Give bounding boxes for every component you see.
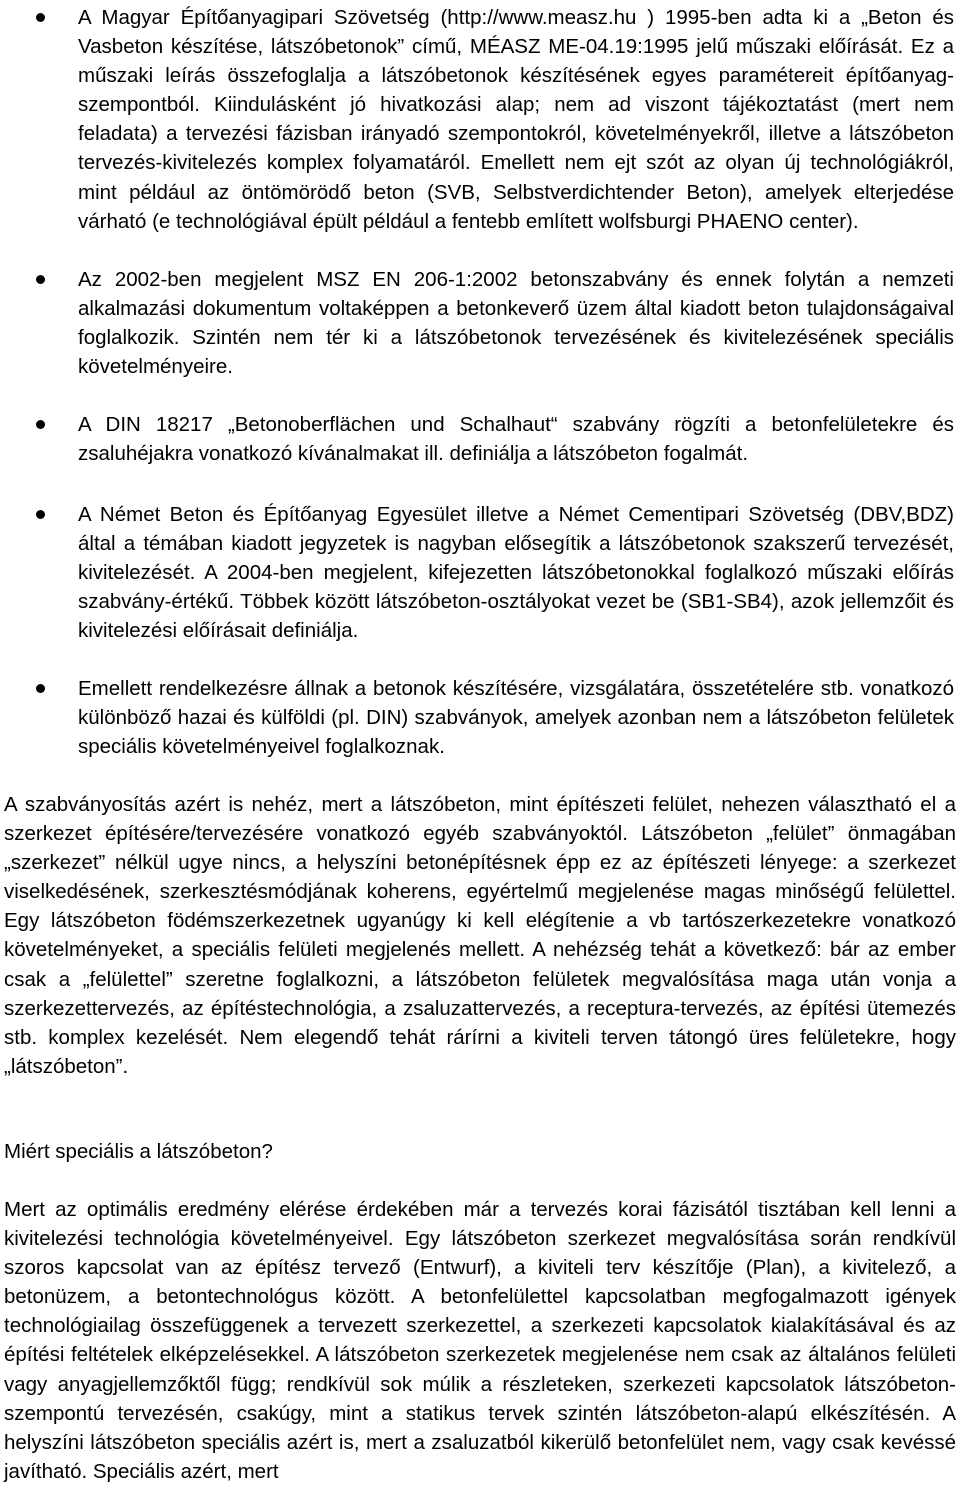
bullet-icon (36, 13, 45, 22)
bullet-icon (36, 510, 45, 519)
bullet-text: Az 2002-ben megjelent MSZ EN 206-1:2002 betonszabvány és ennek folytán a nemzeti alkalmazási dokumentum voltaképpen a betonkeverő üzem által kiadott beton tulajdonságaival foglalkozik. Szintén nem tér ki a látszóbetonok tervezésének és kivitelezésének speciális követelményeire. (78, 268, 954, 379)
standardization-paragraph: A szabványosítás azért is nehéz, mert a látszóbeton, mint építészeti felület, nehezen választható el a szerkezet építésére/tervezésére vonatkozó egyéb szabványoktól. Látszóbeton „felület” önmagában „szerkezet” nélkül ugye nincs, a helyszíni betonépítésnek épp ez az építészeti lényege: a szerkezet viselkedésének, szerkesztésmódjának koherens, egyértelmű megjelenése magas minőségű felülettel. Egy látszóbeton födémszerkezetnek ugyanúgy ki kell elégítenie a vb tartószerkezetekre vonatkozó követelményeket, a speciális felületi megjelenés mellett. A nehézség tehát a következő: bár az ember csak a „felülettel” szeretne foglalkozni, a látszóbeton felületek megvalósítása maga után vonja a szerkezettervezés, az építéstechnológia, a zsaluzattervezés, a receptura-tervezés, az építési ütemezés stb. komplex kezelését. Nem elegendő tehát rárírni a kiviteli terven tátongó üres felületekre, hogy „látszóbeton”. (4, 793, 956, 1078)
bullet-icon (36, 684, 45, 693)
bullet-item-dbv-bdz (0, 500, 960, 645)
bullet-item-msz-en (0, 265, 960, 381)
standards-bullet-list (0, 3, 960, 236)
bullet-text: A Magyar Építőanyagipari Szövetség (http://www.measz.hu ) 1995-ben adta ki a „Beton és Vasbeton készítése, látszóbetonok” című, MÉASZ ME-04.19:1995 jelű műszaki előírását. Ez a műszaki leírás összefoglalja a látszóbetonok készítésének egyes paramétereit építőanyag-szempontból. Kiindulásként jó hivatkozási alap; nem ad viszont tájékoztatást (mert nem feladata) a tervezési fázisban irányadó szempontokról, követelményekről, illetve a látszóbeton tervezés-kivitelezés komplex folyamatáról. Emellett nem ejt szót az olyan új technológiákról, mint például az öntömörödő beton (SVB, Selbstverdichtender Beton), amelyek elterjedése várható (e technológiával épült például a fentebb említett wolfsburgi PHAENO center). (78, 6, 954, 233)
standards-bullet-list-3 (0, 410, 960, 468)
bullet-icon (36, 275, 45, 284)
standards-bullet-list-4 (0, 500, 960, 645)
why-special-paragraph: Mert az optimális eredmény elérése érdekében már a tervezés korai fázisától tisztában kell lenni a kivitelezési technológia követelményeivel. Egy látszóbeton szerkezet megvalósítása során rendkívül szoros kapcsolat van az építész tervező (Entwurf), a kiviteli terv készítője (Plan), a kivitelező, a betonüzem, a betontechnológus között. A betonfelülettel kapcsolatban megfogalmazott igények technológiailag összefüggenek a tervezett szerkezettel, a szerkezeti kapcsolatok kialakításával és az építési feltételek elképzelésekkel. A látszóbeton szerkezetek megjelenése nem csak az általános felületi vagy anyagjellemzőktől függ; rendkívül sok múlik a részleteken, szerkezeti kapcsolatok látszóbeton-szempontú tervezésén, csakúgy, mint a statikus tervek szintén látszóbeton-alapú elkészítésén. A helyszíni látszóbeton speciális azért is, mert a zsaluzatból kikerülő betonfelület nem, vagy csak kevéssé javítható. Speciális azért, mert (4, 1198, 956, 1483)
section-heading: Miért speciális a látszóbeton? (4, 1140, 273, 1163)
bullet-icon (36, 420, 45, 429)
bullet-text: A DIN 18217 „Betonoberflächen und Schalhaut“ szabvány rögzíti a betonfelületekre és zsaluhéjakra vonatkozó kívánalmakat ill. definiálja a látszóbeton fogalmát. (78, 413, 954, 466)
bullet-text: A Német Beton és Építőanyag Egyesület illetve a Német Cementipari Szövetség (DBV,BDZ) által a témában kiadott jegyzetek is nagyban elősegítik a látszóbetonok szakszerű tervezését, kivitelezését. A 2004-ben megjelent, kifejezetten látszóbetonokkal foglalkozó műszaki előírás szabvány-értékű. Többek között látszóbeton-osztályokat vezet be (SB1-SB4), azok jellemzőit és kivitelezési előírásait definiálja. (78, 503, 954, 643)
standards-bullet-list-2 (0, 265, 960, 381)
bullet-item-din (0, 410, 960, 468)
bullet-item-other-standards (0, 674, 960, 761)
standards-bullet-list-5 (0, 674, 960, 761)
bullet-text: Emellett rendelkezésre állnak a betonok készítésére, vizsgálatára, összetételére stb. vonatkozó különböző hazai és külföldi (pl. DIN) szabványok, amelyek azonban nem a látszóbeton felületek speciális követelményeivel foglalkoznak. (78, 677, 954, 759)
bullet-item-measz (0, 3, 960, 236)
